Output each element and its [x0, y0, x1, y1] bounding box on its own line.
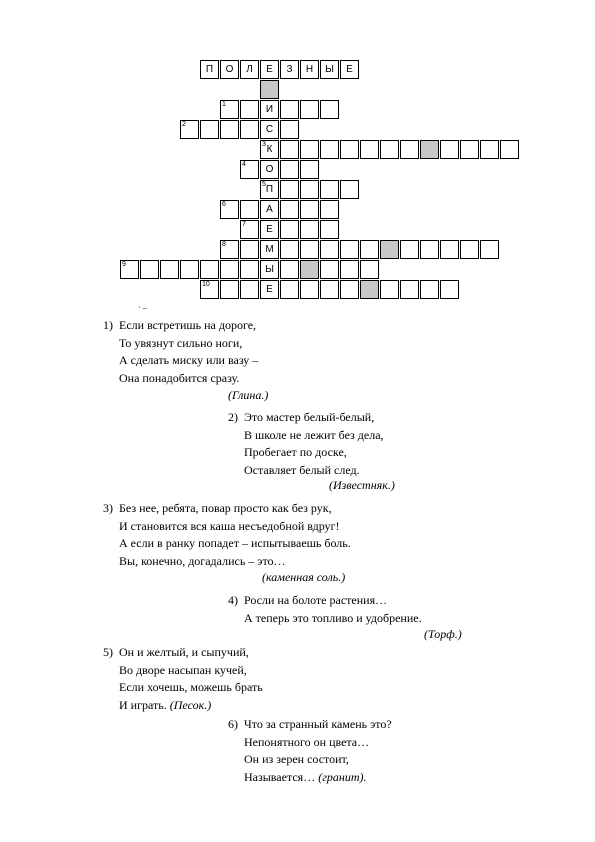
riddle-4	[228, 592, 422, 627]
riddle-1-answer: (Глина.)	[228, 388, 269, 402]
cell-letter: А	[266, 204, 273, 215]
crossword-cell	[320, 180, 339, 199]
crossword-cell	[180, 260, 199, 279]
title-cell	[280, 60, 299, 79]
riddle-3-answer: (каменная соль.)	[262, 570, 346, 584]
riddle-6	[228, 716, 392, 786]
cell-letter: И	[265, 104, 274, 115]
cell-letter: Л	[246, 64, 253, 75]
cell-letter: К	[266, 144, 273, 155]
crossword-cell	[320, 140, 339, 159]
riddle-4-answer: (Торф.)	[424, 627, 462, 641]
crossword-cell	[280, 120, 299, 139]
crossword-cell	[380, 140, 399, 159]
shaded-cell	[360, 280, 379, 299]
keyword-cell	[260, 220, 279, 239]
crossword-cell	[340, 260, 359, 279]
crossword-cell	[240, 100, 259, 119]
clue-number: 3	[262, 141, 266, 148]
riddle-2-line-4: Оставляет белый след.	[244, 462, 360, 477]
keyword-cell	[260, 200, 279, 219]
shaded-cell	[300, 260, 319, 279]
title-cell	[340, 60, 359, 79]
riddle-6-answer: (гранит).	[318, 769, 367, 784]
keyword-cell	[260, 160, 279, 179]
title-cell	[240, 60, 259, 79]
crossword-cell	[280, 220, 299, 239]
title-cell	[320, 60, 339, 79]
cell-letter: Е	[266, 284, 273, 295]
crossword-cell	[340, 240, 359, 259]
keyword-cell	[260, 100, 279, 119]
riddle-2	[228, 409, 384, 479]
crossword-cell	[160, 260, 179, 279]
crossword-cell	[200, 120, 219, 139]
crossword-cell	[220, 200, 239, 219]
crossword-cell	[240, 160, 259, 179]
cell-letter: Е	[346, 64, 353, 75]
crossword-cell	[120, 260, 139, 279]
crossword-cell	[400, 240, 419, 259]
title-cell	[260, 60, 279, 79]
crossword-cell	[240, 240, 259, 259]
riddle-3-line-3: А если в ранку попадет – испытываешь боль.	[119, 536, 351, 550]
riddle-5	[103, 644, 263, 714]
riddle-3	[103, 500, 351, 570]
clue-number: 6	[222, 201, 226, 208]
riddle-1-line-4: Она понадобится сразу.	[119, 370, 240, 385]
riddle-6-line-4: Называется… (гранит).	[244, 769, 367, 784]
riddle-5-line-4: И играть. (Песок.)	[119, 697, 212, 712]
riddle-5-answer: (Песок.)	[169, 697, 212, 712]
crossword-cell	[280, 280, 299, 299]
crossword-cell	[240, 220, 259, 239]
crossword-cell	[200, 280, 219, 299]
crossword-cell	[420, 280, 439, 299]
crossword-cell	[300, 280, 319, 299]
riddle-3-line-4: Вы, конечно, догадались – это…	[119, 553, 286, 568]
clue-number: 4	[242, 161, 246, 168]
crossword-cell	[460, 240, 479, 259]
crossword-cell	[360, 240, 379, 259]
riddle-1-line-2: То увязнут сильно ноги,	[119, 335, 243, 350]
riddle-1-line-1: 1) Если встретишь на дороге,	[103, 318, 257, 332]
crossword-cell	[440, 280, 459, 299]
cell-letter: Ы	[265, 264, 274, 275]
title-cell	[220, 60, 239, 79]
cell-letter: С	[265, 124, 274, 135]
title-cell	[300, 60, 319, 79]
keyword-cell	[260, 140, 279, 159]
keyword-cell	[260, 280, 279, 299]
riddle-5-line-2: Во дворе насыпан кучей,	[119, 662, 247, 677]
crossword-cell	[320, 280, 339, 299]
crossword-cell	[460, 140, 479, 159]
crossword-cell	[340, 280, 359, 299]
riddle-6-line-2: Непонятного он цвета…	[244, 734, 370, 749]
crossword-cell	[220, 100, 239, 119]
crossword-cell	[320, 260, 339, 279]
keyword-cell	[260, 180, 279, 199]
crossword-cell	[500, 140, 519, 159]
crossword-cell	[240, 120, 259, 139]
riddle-4-line-2: А теперь это топливо и удобрение.	[244, 610, 422, 625]
riddle-6-line-3: Он из зерен состоит,	[244, 752, 349, 766]
crossword-cell	[360, 260, 379, 279]
crossword-cell	[280, 260, 299, 279]
crossword-cell	[380, 280, 399, 299]
crossword-cell	[400, 280, 419, 299]
clue-number: 5	[262, 181, 266, 188]
shaded-cell	[420, 140, 439, 159]
keyword-cell	[260, 240, 279, 259]
riddle-4-line-1: 4) Росли на болоте растения…	[228, 593, 388, 607]
crossword-cell	[240, 200, 259, 219]
crossword-cell	[180, 120, 199, 139]
riddle-1-line-3: А сделать миску или вазу –	[119, 353, 259, 367]
stray-mark: · –	[138, 303, 147, 312]
crossword-cell	[220, 240, 239, 259]
crossword-cell	[480, 140, 499, 159]
title-cell	[200, 60, 219, 79]
riddle-2-answer: (Известняк.)	[329, 478, 395, 492]
clue-number: 9	[122, 261, 126, 268]
crossword-cell	[240, 280, 259, 299]
clue-number: 8	[222, 241, 226, 248]
cell-letter: П	[265, 184, 274, 195]
riddle-2-line-1: 2) Это мастер белый-белый,	[228, 410, 375, 424]
crossword-cell	[280, 200, 299, 219]
clue-number: 10	[202, 281, 210, 288]
crossword-cell	[320, 200, 339, 219]
keyword-cell	[260, 120, 279, 139]
crossword-cell	[200, 260, 219, 279]
crossword-cell	[360, 140, 379, 159]
cell-letter: О	[225, 64, 234, 75]
crossword-cell	[300, 220, 319, 239]
riddle-2-line-3: Пробегает по доске,	[244, 445, 347, 459]
clue-number: 2	[182, 121, 186, 128]
crossword-cell	[280, 100, 299, 119]
riddle-3-line-1: 3) Без нее, ребята, повар просто как без рук,	[103, 501, 332, 515]
cell-letter: Н	[305, 64, 314, 75]
shaded-cell	[260, 80, 279, 99]
crossword-cell	[240, 260, 259, 279]
cell-letter: П	[205, 64, 214, 75]
cell-letter: О	[265, 164, 274, 175]
crossword-cell	[300, 200, 319, 219]
riddle-1	[103, 317, 258, 387]
clue-number: 7	[242, 221, 246, 228]
crossword-cell	[340, 140, 359, 159]
crossword-cell	[300, 160, 319, 179]
crossword-cell	[440, 240, 459, 259]
crossword-cell	[220, 280, 239, 299]
cell-letter: М	[265, 244, 274, 255]
cell-letter: З	[286, 64, 293, 75]
crossword-cell	[280, 180, 299, 199]
crossword-cell	[300, 140, 319, 159]
crossword-cell	[280, 140, 299, 159]
crossword-cell	[280, 160, 299, 179]
crossword-cell	[220, 260, 239, 279]
crossword-cell	[440, 140, 459, 159]
cell-letter: Е	[266, 224, 273, 235]
crossword-cell	[320, 220, 339, 239]
riddle-5-line-3: Если хочешь, можешь брать	[119, 680, 263, 694]
crossword-cell	[400, 140, 419, 159]
crossword-cell	[480, 240, 499, 259]
crossword-cell	[320, 100, 339, 119]
crossword-cell	[220, 120, 239, 139]
crossword-cell	[300, 100, 319, 119]
clue-number: 1	[222, 101, 226, 108]
riddle-6-line-1: 6) Что за странный камень это?	[228, 717, 392, 731]
crossword-grid	[0, 0, 595, 310]
riddle-2-line-2: В школе не лежит без дела,	[244, 427, 384, 442]
crossword-cell	[300, 180, 319, 199]
cell-letter: Е	[266, 64, 273, 75]
crossword-cell	[140, 260, 159, 279]
crossword-cell	[420, 240, 439, 259]
shaded-cell	[380, 240, 399, 259]
crossword-cell	[280, 240, 299, 259]
crossword-cell	[300, 240, 319, 259]
riddle-5-line-1: 5) Он и желтый, и сыпучий,	[103, 645, 249, 659]
cell-letter: Ы	[325, 64, 334, 75]
crossword-cell	[340, 180, 359, 199]
keyword-cell	[260, 260, 279, 279]
riddle-3-line-2: И становится вся каша несъедобной вдруг!	[119, 518, 340, 533]
crossword-cell	[320, 240, 339, 259]
